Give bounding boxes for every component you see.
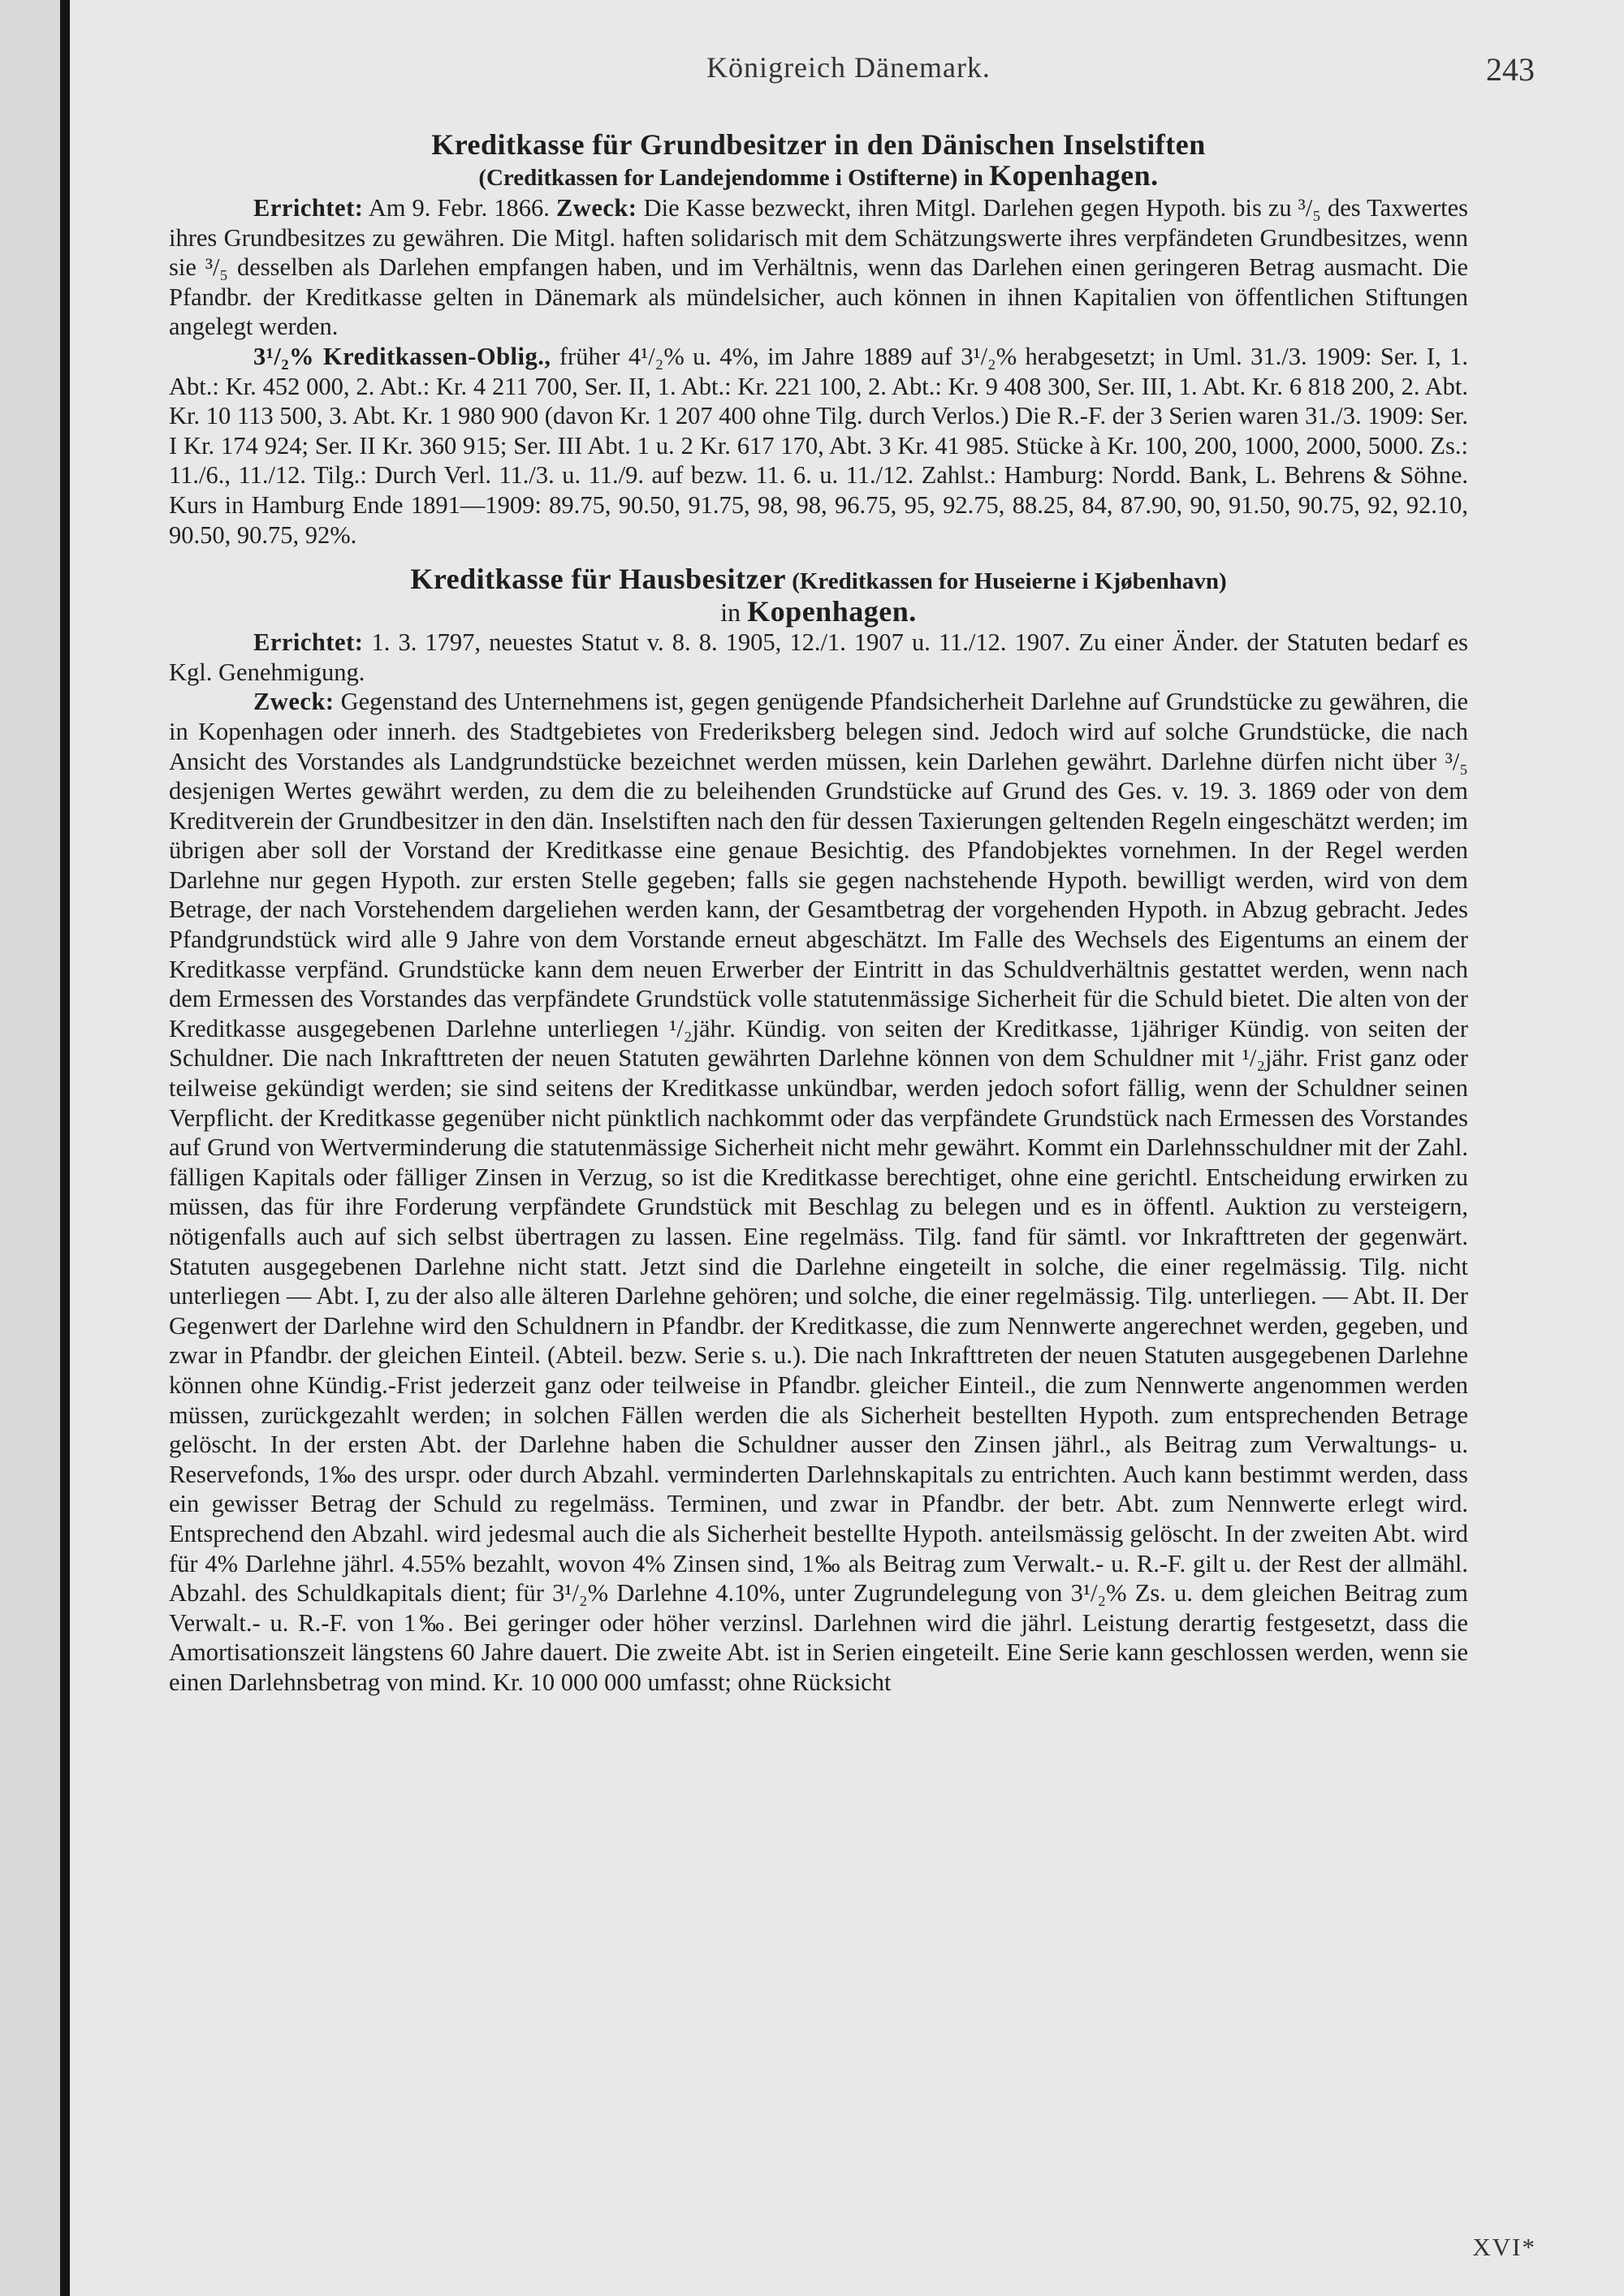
- section-1-subtitle: [169, 161, 1468, 193]
- section-2-heading: Kreditkasse für Hausbesitzer: [410, 563, 786, 596]
- section-1-purpose-label: Zweck:: [555, 194, 637, 222]
- running-title: Königreich Dänemark.: [706, 51, 991, 84]
- section-2-established-label: Errichtet:: [253, 628, 364, 657]
- section-1-bonds-label: 3¹/₂% Kreditkassen-Oblig.,: [253, 342, 551, 370]
- section-1-title: [169, 130, 1468, 161]
- page-number: 243: [1486, 51, 1535, 88]
- section-1-city: Kopenhagen.: [989, 159, 1159, 192]
- section-1-purpose-text: Die Kasse bezweckt, ihren Mitgl. Darlehen gegen Hypoth. bis zu ³/₅ des Taxwertes ihres Grundbesitzes zu gewähren. Die Mitgl. haften solidarisch mit dem Schätzungswerte ihres verpfändeten Grundbesitzes, wenn sie ³/₅ desselben als Darlehen empfangen haben, und im Verhältnis, wenn das Darlehen einen geringeren Betrag ausmacht. Die Pfandbr. der Kreditkasse gelten in Dänemark als mündelsicher, auch können in ihnen Kapitalien von öffentlichen Stiftungen angelegt werden.: [169, 194, 1468, 341]
- section-2-title: [169, 564, 1468, 597]
- section-1-paragraph-established: [169, 193, 1468, 342]
- section-2-title-line2: [169, 597, 1468, 628]
- section-1-heading: Kreditkasse für Grundbesitzer in den Dänischen Inselstiften: [431, 128, 1206, 161]
- section-1-bonds-text: früher 4¹/₂% u. 4%, im Jahre 1889 auf 3¹/₂% herabgesetzt; in Uml. 31./3. 1909: Ser. I, 1. Abt.: Kr. 452 000, 2. Abt.: Kr. 4 211 700, Ser. II, 1. Abt.: Kr. 221 100, 2. Abt.: Kr. 9 408 300, Ser. III, 1. Abt. Kr. 6 818 200, 2. Abt. Kr. 10 113 500, 3. Abt. Kr. 1 980 900 (davon Kr. 1 207 400 ohne Tilg. durch Verlos.) Die R.-F. der 3 Serien waren 31./3. 1909: Ser. I Kr. 174 924; Ser. II Kr. 360 915; Ser. III Abt. 1 u. 2 Kr. 617 170, Abt. 3 Kr. 41 985. Stücke à Kr. 100, 200, 1000, 2000, 5000. Zs.: 11./6., 11./12. Tilg.: Durch Verl. 11./3. u. 11./9. auf bezw. 11. 6. u. 11./12. Zahlst.: Hamburg: Nordd. Bank, L. Behrens & Söhne. Kurs in Hamburg Ende 1891—1909: 89.75, 90.50, 91.75, 98, 98, 96.75, 95, 92.75, 88.25, 84, 87.90, 90, 91.50, 90.75, 92, 92.10, 90.50, 90.75, 92%.: [169, 342, 1468, 549]
- signature-mark: XVI*: [1472, 2233, 1536, 2261]
- section-2-paragraph-established: [169, 628, 1468, 687]
- section-2-purpose-label: Zweck:: [253, 688, 335, 716]
- section-1-paragraph-bonds: [169, 342, 1468, 550]
- section-2-title-in: in: [720, 598, 748, 628]
- section-2-paragraph-purpose: [169, 687, 1468, 1697]
- binding-edge: [60, 0, 70, 2296]
- section-2-city: Kopenhagen.: [747, 595, 917, 628]
- section-1-subtitle-text: (Creditkassen for Landejendomme i Ostifterne) in: [478, 165, 990, 191]
- section-2-purpose-text: Gegenstand des Unternehmens ist, gegen genügende Pfandsicherheit Darlehne auf Grundstücke zu gewähren, die in Kopenhagen oder innerh. des Stadtgebietes von Frederiksberg belegen sind. Jedoch wird auf solche Grundstücke, die nach Ansicht des Vorstandes als Landgrundstücke bezeichnet werden müssen, kein Darlehen gewährt. Darlehne dürfen nicht über ³/₅ desjenigen Wertes gewährt werden, zu dem die zu beleihenden Grundstücke auf Grund des Ges. v. 19. 3. 1869 oder von dem Kreditverein der Grundbesitzer in den dän. Inselstiften nach den für dessen Taxierungen geltenden Regeln eingeschätzt werden; im übrigen aber soll der Vorstand der Kreditkasse eine genaue Besichtig. des Pfandobjektes vornehmen. In der Regel werden Darlehne nur gegen Hypoth. zur ersten Stelle gegeben; falls sie gegen nachstehende Hypoth. bewilligt werden, wird von dem Betrage, der nach Vorstehendem dargeliehen werden kann, der Gesamtbetrag der vorgehenden Hypoth. in Abzug gebracht. Jedes Pfandgrundstück wird alle 9 Jahre von dem Vorstande erneut abgeschätzt. Im Falle des Wechsels des Eigentums an einem der Kreditkasse verpfänd. Grundstücke kann dem neuen Erwerber der Eintritt in das Schuldverhältnis gestattet werden, wenn nach dem Ermessen des Vorstandes das verpfändete Grundstück volle statutenmässige Sicherheit für die Schuld bietet. Die alten von der Kreditkasse ausgegebenen Darlehne unterliegen ¹/₂jähr. Kündig. von seiten der Kreditkasse, 1jähriger Kündig. von seiten der Schuldner. Die nach Inkrafttreten der neuen Statuten gewährten Darlehne können von dem Schuldner mit ¹/₂jähr. Frist ganz oder teilweise gekündigt werden; sie sind seitens der Kreditkasse unkündbar, werden jedoch sofort fällig, wenn der Schuldner seinen Verpflicht. der Kreditkasse gegenüber nicht pünktlich nachkommt oder das verpfändete Grundstück nach Ermessen des Vorstandes auf Grund von Wertverminderung die statutenmässige Sicherheit nicht mehr gewährt. Kommt ein Darlehnsschuldner mit der Zahl. fälligen Kapitals oder fälliger Zinsen in Verzug, so ist die Kreditkasse berechtiget, ohne eine gerichtl. Entscheidung erwirken zu müssen, das für ihre Forderung verpfändete Grundstück mit Beschlag zu belegen und es in öffentl. Auktion zu versteigern, nötigenfalls auch auf sich selbst übertragen zu lassen. Eine regelmäss. Tilg. fand für sämtl. vor Inkrafttreten der gegenwärt. Statuten ausgegebenen Darlehne nicht statt. Jetzt sind die Darlehne eingeteilt in solche, die einer regelmässig. Tilg. nicht unterliegen — Abt. I, zu der also alle älteren Darlehne gehören; und solche, die einer regelmässig. Tilg. unterliegen. — Abt. II. Der Gegenwert der Darlehne wird den Schuldnern in Pfandbr. der Kreditkasse, die zum Nennwerte angerechnet werden, gegeben, und zwar in Pfandbr. der gleichen Einteil. (Abteil. bezw. Serie s. u.). Die nach Inkrafttreten der neuen Statuten ausgegebenen Darlehne können ohne Kündig.-Frist jederzeit ganz oder teilweise in Pfandbr. gleicher Einteil., die zum Nennwerte angenommen werden müssen, zurückgezahlt werden; in solchen Fällen werden die als Sicherheit bestellten Hypoth. zum entsprechenden Betrage gelöscht. In der ersten Abt. der Darlehne haben die Schuldner ausser den Zinsen jährl., als Beitrag zum Verwaltungs- u. Reservefonds, 1‰ des urspr. oder durch Abzahl. verminderten Darlehnskapitals zu entrichten. Auch kann bestimmt werden, dass ein gewisser Betrag der Schuld zu regelmäss. Terminen, und zwar in Pfandbr. der betr. Abt. zum Nennwerte erlegt wird. Entsprechend den Abzahl. wird jedesmal auch die als Sicherheit bestellte Hypoth. anteilsmässig gelöscht. In der zweiten Abt. wird für 4% Darlehne jährl. 4.55% bezahlt, wovon 4% Zinsen sind, 1‰ als Beitrag zum Verwalt.- u. R.-F. gilt u. der Rest der allmähl. Abzahl. des Schuldkapitals dient; für 3¹/₂% Darlehne 4.10%, unter Zugrundelegung von 3¹/₂% Zs. u. dem gleichen Beitrag zum Verwalt.- u. R.-F. von 1‰. Bei geringer oder höher verzinsl. Darlehnen wird die jährl. Leistung derartig festgesetzt, dass die Amortisationszeit längstens 60 Jahre dauert. Die zweite Abt. ist in Serien eingeteilt. Eine Serie kann geschlossen werden, wenn sie einen Darlehnsbetrag von mind. Kr. 10 000 000 umfasst; ohne Rücksicht: [169, 688, 1468, 1696]
- page-header: [162, 50, 1535, 99]
- section-1-established-label: Errichtet:: [253, 194, 364, 222]
- section-2-heading-danish: (Kreditkassen for Huseierne i Kjøbenhavn): [785, 568, 1227, 595]
- section-gap: [169, 550, 1468, 564]
- section-1-established-text: Am 9. Febr. 1866.: [363, 194, 556, 222]
- section-2-established-text: 1. 3. 1797, neuestes Statut v. 8. 8. 1905, 12./1. 1907 u. 11./12. 1907. Zu einer Änder. der Statuten bedarf es Kgl. Genehmigung.: [169, 628, 1468, 686]
- page-body: [169, 130, 1468, 1698]
